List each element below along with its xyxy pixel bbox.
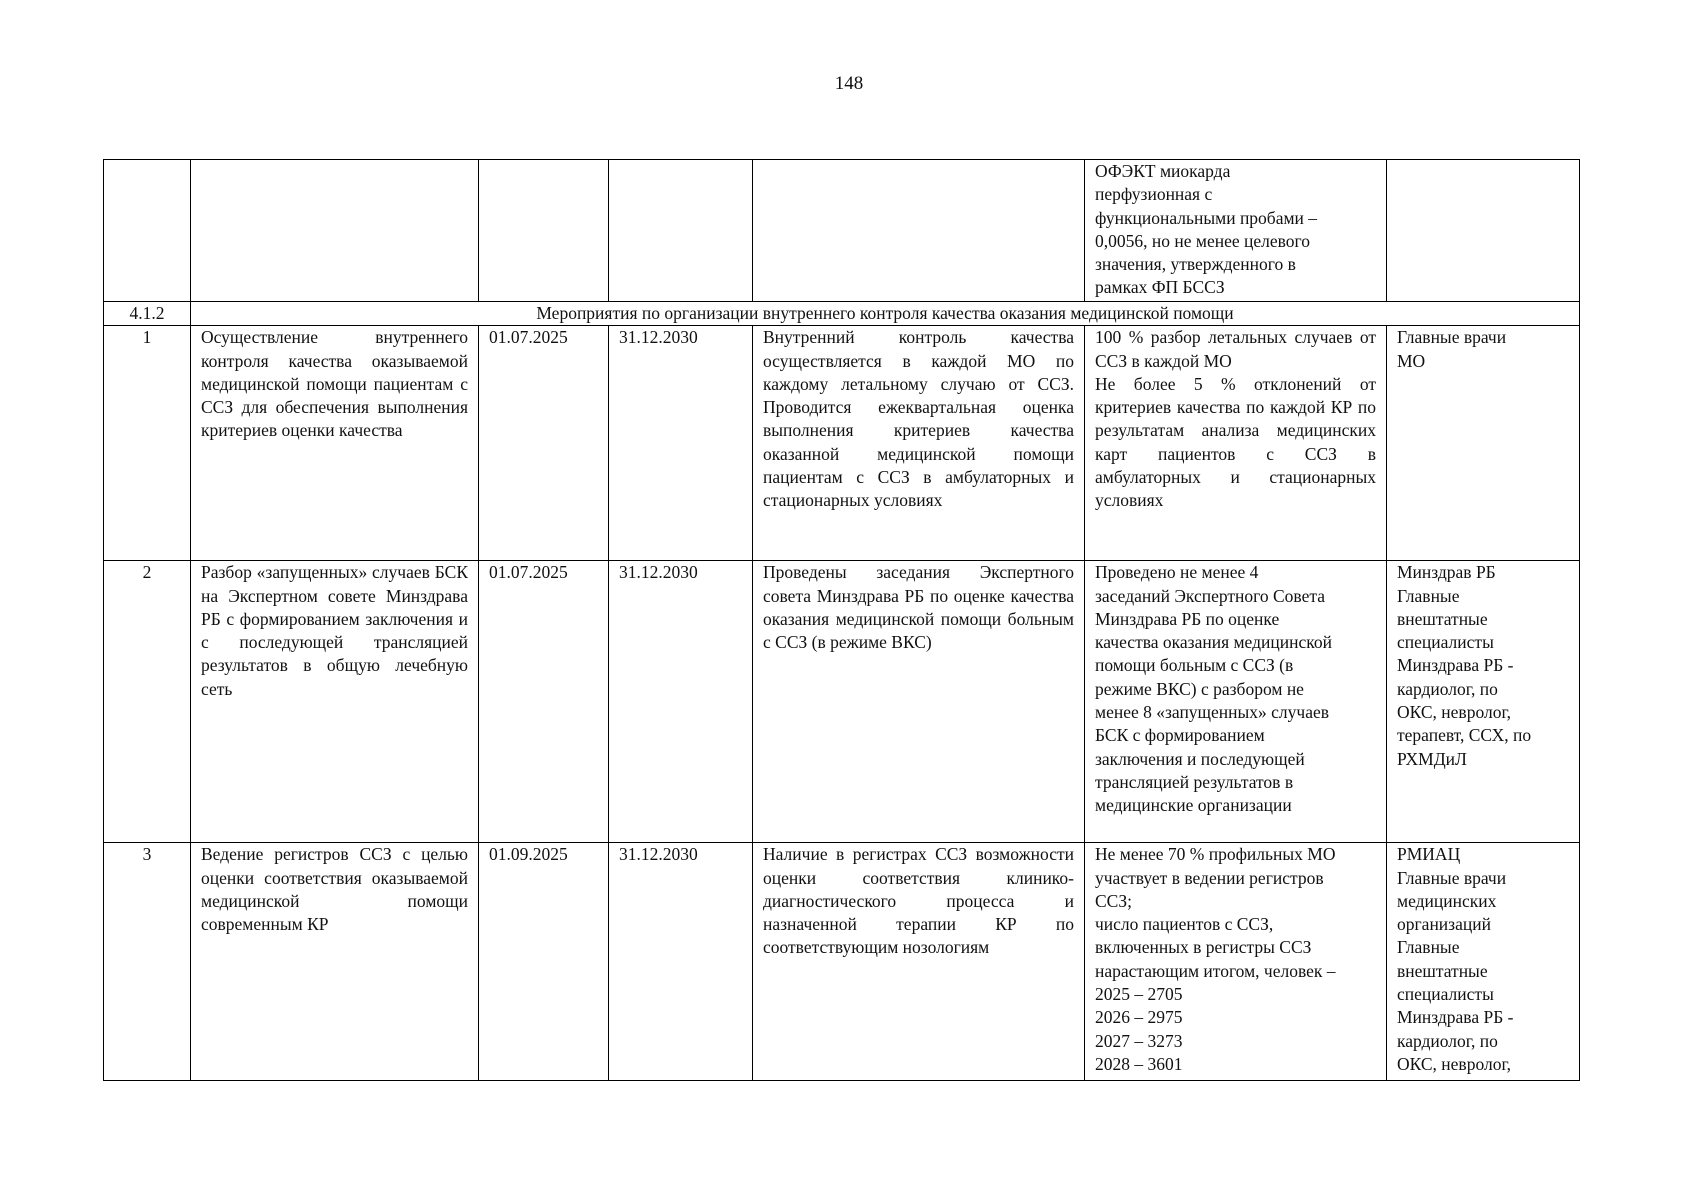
start-date: 01.07.2025	[479, 561, 609, 843]
activity-cell: Осуществление внутреннего контроля качества оказываемой медицинской помощи пациентам с ССЗ для обеспечения выполнения критериев оценки качества	[191, 326, 479, 561]
responsible-line: кардиолог, по	[1397, 678, 1498, 699]
responsible-line: специалисты	[1397, 984, 1494, 1005]
start-date: 01.09.2025	[479, 843, 609, 1081]
end-date: 31.12.2030	[609, 326, 753, 561]
section-title: Мероприятия по организации внутреннего контроля качества оказания медицинской помощи	[191, 302, 1580, 326]
cell-start	[479, 160, 609, 302]
target-line: БСК с формированием	[1095, 725, 1265, 746]
target-line: участвует в ведении регистров	[1095, 867, 1324, 888]
target-line: Проведено не менее 4	[1095, 562, 1259, 583]
target-cell	[1085, 561, 1387, 843]
responsible-cell	[1387, 843, 1580, 1081]
target-line: значения, утвержденного в	[1095, 254, 1296, 275]
table-row	[104, 326, 1580, 561]
target-line: 2025 – 2705	[1095, 984, 1183, 1005]
continuation-row	[104, 160, 1580, 302]
responsible-line: Главные	[1397, 937, 1460, 958]
activities-table	[103, 159, 1580, 1081]
target-cell	[1085, 326, 1387, 561]
target-line: 2026 – 2975	[1095, 1007, 1183, 1028]
activity-cell: Ведение регистров ССЗ с целью оценки соответствия оказываемой медицинской помощи современным КР	[191, 843, 479, 1081]
target-line: функциональными пробами –	[1095, 207, 1318, 228]
target-cell	[1085, 843, 1387, 1081]
target-line: Минздрава РБ по оценке	[1095, 608, 1280, 629]
responsible-line: Главные врачи	[1397, 327, 1507, 348]
target-line: режиме ВКС) с разбором не	[1095, 678, 1304, 699]
row-number: 3	[104, 843, 191, 1081]
row-number: 1	[104, 326, 191, 561]
cell-num	[104, 160, 191, 302]
responsible-cell	[1387, 326, 1580, 561]
target-line: качества оказания медицинской	[1095, 632, 1332, 653]
responsible-line: МО	[1397, 350, 1426, 371]
responsible-line: специалисты	[1397, 632, 1494, 653]
target-line: рамках ФП БССЗ	[1095, 277, 1225, 298]
responsible-line: ОКС, невролог,	[1397, 702, 1512, 723]
result-paragraph: Проведены заседания Экспертного совета Минздрава РБ по оценке качества оказания медицинской помощи больным с ССЗ (в режиме ВКС)	[763, 562, 1074, 653]
target-line: включенных в регистры ССЗ	[1095, 937, 1312, 958]
responsible-line: внештатные	[1397, 960, 1488, 981]
responsible-line: терапевт, ССХ, по	[1397, 725, 1532, 746]
cell-result	[753, 160, 1085, 302]
end-date: 31.12.2030	[609, 561, 753, 843]
target-line: помощи больным с ССЗ (в	[1095, 655, 1294, 676]
cell-activity	[191, 160, 479, 302]
target-paragraph: 100 % разбор летальных случаев от ССЗ в каждой МО	[1095, 327, 1376, 371]
responsible-line: медицинских	[1397, 890, 1497, 911]
result-cell	[753, 561, 1085, 843]
cell-end	[609, 160, 753, 302]
responsible-line: Минздрава РБ -	[1397, 1007, 1514, 1028]
target-paragraph: Не более 5 % отклонений от критериев качества по каждой КР по результатам анализа медицинских карт пациентов с ССЗ в амбулаторных и стационарных условиях	[1095, 373, 1376, 511]
responsible-line: кардиолог, по	[1397, 1030, 1498, 1051]
target-line: перфузионная с	[1095, 184, 1213, 205]
target-line: Не менее 70 % профильных МО	[1095, 844, 1336, 865]
row-number: 2	[104, 561, 191, 843]
activity-cell: Разбор «запущенных» случаев БСК на Экспертном совете Минздрава РБ с формированием заключения и с последующей трансляцией результатов в общую лечебную сеть	[191, 561, 479, 843]
result-paragraph: Наличие в регистрах ССЗ возможности оценки соответствия клинико-диагностического процесса и назначенной терапии КР по соответствующим нозологиям	[763, 844, 1074, 958]
table-row	[104, 843, 1580, 1081]
section-header-row	[104, 302, 1580, 326]
target-line: трансляцией результатов в	[1095, 771, 1294, 792]
target-line: медицинские организации	[1095, 795, 1292, 816]
responsible-line: организаций	[1397, 914, 1491, 935]
target-line: ОФЭКТ миокарда	[1095, 161, 1231, 181]
target-line: 2027 – 3273	[1095, 1030, 1183, 1051]
responsible-line: ОКС, невролог,	[1397, 1053, 1512, 1074]
target-line: 2028 – 3601	[1095, 1053, 1183, 1074]
target-line: нарастающим итогом, человек –	[1095, 960, 1336, 981]
responsible-line: Минздрава РБ -	[1397, 655, 1514, 676]
responsible-line: Главные врачи	[1397, 867, 1507, 888]
section-number: 4.1.2	[104, 302, 191, 326]
cell-target	[1085, 160, 1387, 302]
target-line: заседаний Экспертного Совета	[1095, 585, 1325, 606]
responsible-line: Главные	[1397, 585, 1460, 606]
target-line: 0,0056, но не менее целевого	[1095, 230, 1311, 251]
cell-responsible	[1387, 160, 1580, 302]
result-cell	[753, 843, 1085, 1081]
end-date: 31.12.2030	[609, 843, 753, 1081]
target-line: ССЗ;	[1095, 890, 1132, 911]
responsible-cell	[1387, 561, 1580, 843]
start-date: 01.07.2025	[479, 326, 609, 561]
responsible-line: Минздрав РБ	[1397, 562, 1496, 583]
result-cell	[753, 326, 1085, 561]
responsible-line: внештатные	[1397, 608, 1488, 629]
result-paragraph: Проводится ежеквартальная оценка выполнения критериев качества оказанной медицинской помощи пациентам с ССЗ в амбулаторных и стационарных условиях	[763, 397, 1074, 511]
responsible-line: РХМДиЛ	[1397, 748, 1467, 769]
table-row	[104, 561, 1580, 843]
target-line: число пациентов с ССЗ,	[1095, 914, 1274, 935]
page-number: 148	[834, 73, 864, 94]
target-line: менее 8 «запущенных» случаев	[1095, 702, 1330, 723]
result-paragraph: Внутренний контроль качества осуществляется в каждой МО по каждому летальному случаю от ССЗ.	[763, 327, 1074, 394]
responsible-line: РМИАЦ	[1397, 844, 1461, 865]
target-line: заключения и последующей	[1095, 748, 1305, 769]
